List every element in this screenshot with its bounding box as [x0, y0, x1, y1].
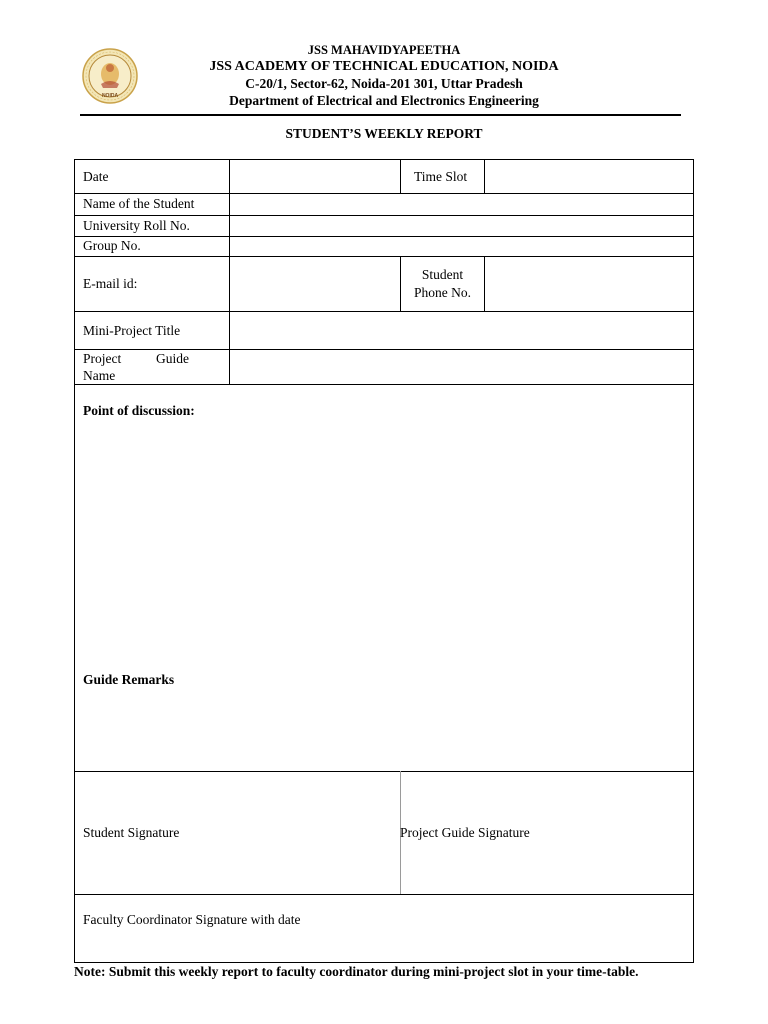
- seal-text: NOIDA: [101, 93, 119, 99]
- phone-label-line1: Student: [421, 267, 464, 282]
- phone-field[interactable]: [486, 258, 692, 310]
- row-divider: [74, 894, 694, 895]
- faculty-signature-label: Faculty Coordinator Signature with date: [83, 912, 301, 927]
- guide-name-word: Project: [83, 351, 122, 366]
- row-divider: [74, 771, 694, 772]
- row-divider: [74, 193, 694, 194]
- row-divider: [74, 256, 694, 257]
- guide-name-word: Name: [83, 368, 116, 383]
- discussion-textarea[interactable]: [76, 423, 692, 663]
- email-field[interactable]: [231, 258, 399, 310]
- project-title-label: Mini-Project Title: [83, 323, 181, 338]
- guide-name-word: Guide: [156, 351, 189, 366]
- submission-note: Note: Submit this weekly report to faculty coordinator during mini-project slot in your time-table.: [74, 964, 639, 979]
- report-title: STUDENT’S WEEKLY REPORT: [285, 126, 483, 141]
- time-slot-label: Time Slot: [414, 169, 468, 184]
- roll-no-label: University Roll No.: [83, 218, 190, 233]
- header-divider: [80, 114, 681, 116]
- remarks-textarea[interactable]: [76, 691, 692, 769]
- discussion-label: Point of discussion:: [83, 403, 195, 418]
- remarks-label: Guide Remarks: [83, 672, 175, 687]
- email-label: E-mail id:: [83, 276, 138, 291]
- column-divider: [484, 159, 485, 193]
- phone-label-line2: Phone No.: [414, 285, 471, 300]
- header-line-3: C-20/1, Sector-62, Noida-201 301, Uttar Pradesh: [245, 76, 523, 91]
- student-name-label: Name of the Student: [83, 196, 195, 211]
- form-border-bottom: [74, 962, 694, 963]
- form-border-top: [74, 159, 694, 160]
- header-line-1: JSS MAHAVIDYAPEETHA: [307, 43, 461, 57]
- header-line-2: JSS ACADEMY OF TECHNICAL EDUCATION, NOIDA: [209, 59, 559, 74]
- form-border-left: [74, 159, 75, 963]
- column-divider: [400, 159, 401, 193]
- weekly-report-form: [74, 159, 694, 963]
- header-line-4: Department of Electrical and Electronics Engineering: [229, 93, 539, 108]
- column-divider: [229, 159, 230, 384]
- student-signature-label: Student Signature: [83, 825, 180, 840]
- row-divider: [74, 384, 694, 385]
- row-divider: [74, 215, 694, 216]
- group-no-field[interactable]: [231, 238, 692, 255]
- roll-no-field[interactable]: [231, 217, 692, 235]
- project-title-field[interactable]: [231, 313, 692, 348]
- group-no-label: Group No.: [83, 238, 141, 253]
- row-divider: [74, 311, 694, 312]
- form-border-right: [693, 159, 694, 963]
- date-label: Date: [83, 169, 109, 184]
- time-slot-field[interactable]: [486, 161, 692, 192]
- guide-name-label: [83, 350, 189, 384]
- guide-signature-label: Project Guide Signature: [400, 825, 530, 840]
- column-divider: [484, 256, 485, 311]
- guide-name-field[interactable]: [231, 351, 692, 383]
- date-field[interactable]: [231, 161, 399, 192]
- row-divider: [74, 236, 694, 237]
- student-name-field[interactable]: [231, 195, 692, 214]
